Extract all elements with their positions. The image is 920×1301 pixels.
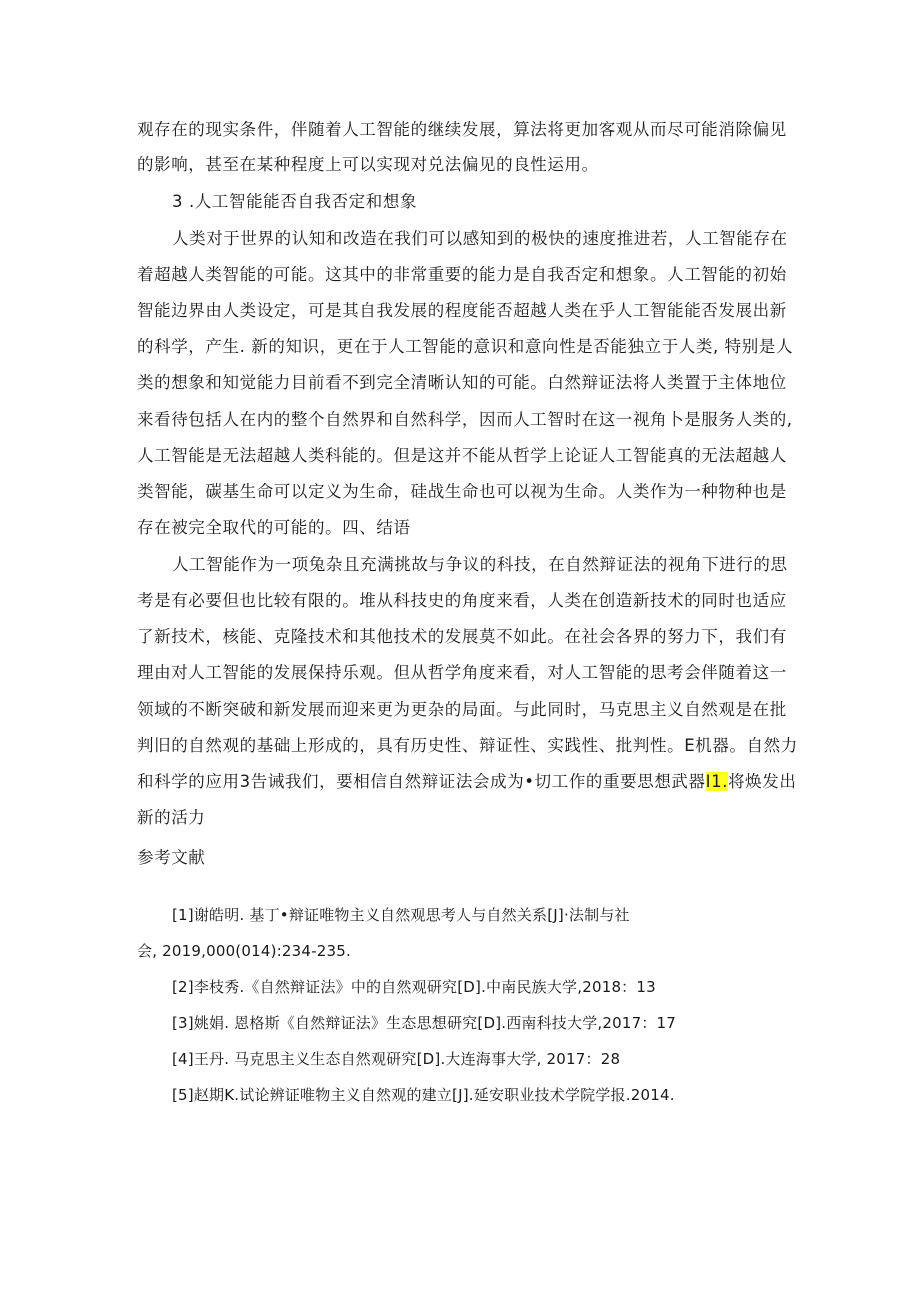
reference-item: [1]谢皓明. 基丁•辩证唯物主义自然观思考人与自然关系[J]·法制与社	[172, 906, 630, 924]
body-text-line: 类的想象和知觉能力目前看不到完全清晰认知的可能。白然辩证法将人类置于主体地位	[137, 373, 787, 392]
body-text-line: 新的活力	[137, 808, 206, 827]
body-text-segment: 将焕发出	[728, 772, 797, 791]
body-text-line: 存在被完全取代的可能的。四、结语	[137, 518, 411, 537]
body-text-line: 理由对人工智能的发展保持乐观。但从哲学角度来看，对人工智能的思考会伴随着这一	[137, 663, 787, 682]
section-heading: 3 .人工智能能否自我否定和想象	[172, 192, 418, 211]
reference-item: [3]姚娟. 恩格斯《自然辩证法》生态思想研究[D].西南科技大学,2017：17	[172, 1014, 677, 1032]
body-text-line: 判旧的自然观的基础上形成的，具有历史性、辩证性、实践性、批判性。E机器。自然力	[137, 736, 798, 755]
body-text-line: 智能边界由人类设定，可是其自我发展的程度能否超越人类在乎人工智能能否发展出新	[137, 301, 787, 320]
references-heading: 参考文献	[137, 848, 206, 867]
body-text-line: 的科学，产生. 新的知识，更在于人工智能的意识和意向性是否能独立于人类, 特别是人	[137, 337, 794, 356]
body-text-line: 考是有必要但也比较有限的。堆从科技史的角度来看，人类在创造新技术的同时也适应	[137, 591, 787, 610]
body-text-line: 类智能，碳基生命可以定义为生命，硅战生命也可以视为生命。人类作为一种物种也是	[137, 482, 787, 501]
body-text-line: 人工智能是无法超越人类科能的。但是这并不能从哲学上论证人工智能真的无法超越人	[137, 446, 787, 465]
body-text-line: 了新技术，核能、克隆技术和其他技术的发展莫不如此。在社会各界的努力下，我们有	[137, 627, 787, 646]
body-text-line: 的影响，甚至在某种程度上可以实现对兑法偏见的良性运用。	[137, 155, 599, 174]
reference-item: [5]赵期K.试论辨证唯物主义自然观的建立[J].延安职业技术学院学报.2014.	[172, 1086, 675, 1104]
body-text-line: 人类对于世界的认知和改造在我们可以感知到的极快的速度推进若，人工智能存在	[172, 229, 788, 248]
body-text-line: 来看待包括人在内的整个自然界和自然科学，因而人工智时在这一视角卜是服务人类的,	[137, 410, 793, 429]
highlighted-text: I1.	[705, 772, 729, 791]
body-text-segment: 和科学的应用3告诫我们，要相信自然辩证法会成为•切工作的重要思想武器	[137, 772, 706, 791]
reference-item: [4]王丹. 马克思主义生态自然观研究[D].大连海事大学, 2017：28	[172, 1050, 621, 1068]
body-text-line: 观存在的现实条件，伴随着人工智能的继续发展，算法将更加客观从而尽可能消除偏见	[137, 120, 787, 139]
body-text-line	[137, 771, 796, 793]
body-text-line: 着超越人类智能的可能。这其中的非常重要的能力是自我否定和想象。人工智能的初始	[137, 265, 787, 284]
reference-item: [2]李枝秀.《自然辩证法》中的自然观研究[D].中南民族大学,2018：13	[172, 978, 656, 996]
body-text-line: 人工智能作为一项兔杂且充满挑故与争议的科技，在自然辩证法的视角下进行的思	[172, 555, 788, 574]
reference-item: 会, 2019,000(014):234-235.	[137, 942, 351, 960]
body-text-line: 领域的不断突破和新发展而迎来更为更杂的局面。与此同时，马克思主义自然观是在批	[137, 700, 787, 719]
